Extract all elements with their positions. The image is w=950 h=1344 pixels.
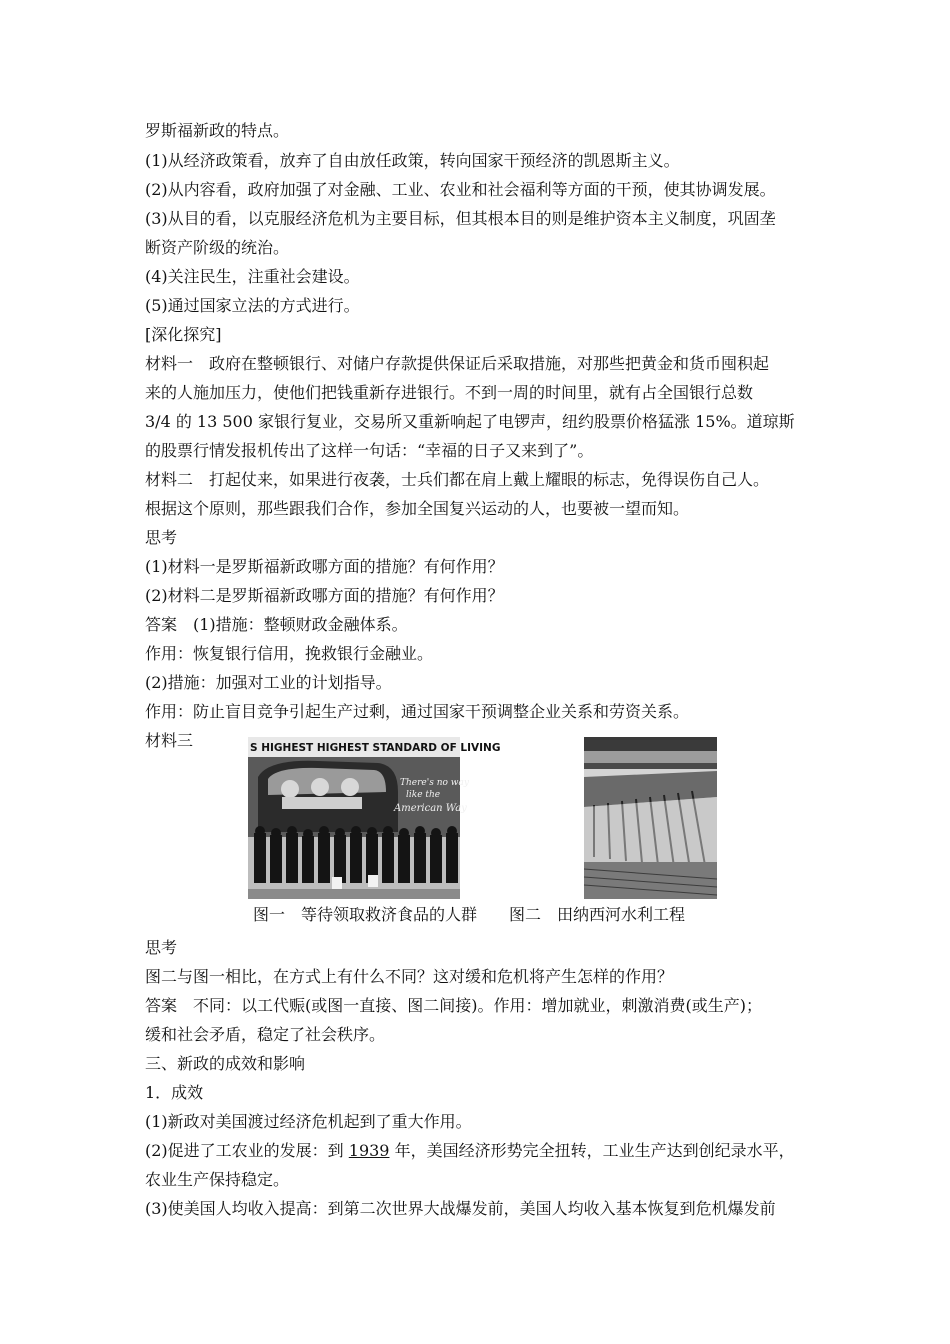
text-line: 材料二 打起仗来，如果进行夜袭，士兵们都在肩上戴上耀眼的标志，免得误伤自己人。	[145, 470, 770, 489]
text-line: 根据这个原则，那些跟我们合作，参加全国复兴运动的人，也要被一望而知。	[145, 499, 690, 518]
text-line: (1)新政对美国渡过经济危机起到了重大作用。	[145, 1112, 472, 1131]
text-line: 作用：恢复银行信用，挽救银行金融业。	[145, 644, 434, 663]
text-line: 材料三	[145, 731, 194, 750]
slogan-text: American Way	[394, 803, 467, 814]
text-line: 思考	[145, 938, 178, 957]
text-line	[145, 1141, 795, 1161]
underlined-year: 1939	[348, 1141, 390, 1160]
text-line: (5)通过国家立法的方式进行。	[145, 296, 360, 315]
text-line: 答案 不同：以工代赈(或图一直接、图二间接)。作用：增加就业，刺激消费(或生产)；	[145, 996, 762, 1015]
text-line: 罗斯福新政的特点。	[145, 121, 290, 140]
text-segment: 年，美国经济形势完全扭转，工业生产达到创纪录水平，	[389, 1141, 795, 1160]
figure-breadline-photo	[248, 737, 501, 899]
text-line: 思考	[145, 528, 178, 547]
text-line: (2)措施：加强对工业的计划指导。	[145, 673, 392, 692]
text-line: (2)材料二是罗斯福新政哪方面的措施？有何作用？	[145, 586, 504, 605]
text-line: (4)关注民生，注重社会建设。	[145, 267, 360, 286]
text-line: 答案 (1)措施：整顿财政金融体系。	[145, 615, 408, 634]
text-line: 作用：防止盲目竞争引起生产过剩，通过国家干预调整企业关系和劳资关系。	[145, 702, 690, 721]
figure-dam-photo	[584, 737, 717, 899]
section-heading: 三、新政的成效和影响	[145, 1054, 306, 1073]
text-line: (3)使美国人均收入提高：到第二次世界大战爆发前，美国人均收入基本恢复到危机爆发前	[145, 1199, 776, 1218]
text-line: (1)材料一是罗斯福新政哪方面的措施？有何作用？	[145, 557, 504, 576]
text-line: 材料一 政府在整顿银行、对储户存款提供保证后采取措施，对那些把黄金和货币囤积起	[145, 354, 770, 373]
text-segment: (2)促进了工农业的发展：到	[145, 1141, 349, 1160]
subsection-heading: 1．成效	[145, 1083, 204, 1102]
text-line: 断资产阶级的统治。	[145, 238, 290, 257]
slogan-text: like the	[406, 790, 441, 800]
text-line: 的股票行情发报机传出了这样一句话：“幸福的日子又来到了”。	[145, 441, 594, 460]
text-line: 3/4 的 13 500 家银行复业，交易所又重新响起了电锣声，纽约股票价格猛涨 15%。道琼斯	[145, 412, 795, 431]
section-heading: [深化探究]	[145, 325, 222, 344]
figure-captions	[253, 905, 685, 925]
text-line: 缓和社会矛盾，稳定了社会秩序。	[145, 1025, 386, 1044]
figure1-caption: 图一 等待领取救济食品的人群	[253, 905, 478, 924]
figure2-caption: 图二 田纳西河水利工程	[509, 905, 686, 924]
billboard-text: S HIGHEST HIGHEST STANDARD OF LIVING	[250, 742, 501, 754]
text-line: 来的人施加压力，使他们把钱重新存进银行。不到一周的时间里，就有占全国银行总数	[145, 383, 754, 402]
text-line: 图二与图一相比，在方式上有什么不同？这对缓和危机将产生怎样的作用？	[145, 967, 674, 986]
slogan-text: There's no way	[400, 778, 469, 788]
text-line: (3)从目的看，以克服经济危机为主要目标，但其根本目的则是维护资本主义制度，巩固垄	[145, 209, 776, 228]
text-line: 农业生产保持稳定。	[145, 1170, 290, 1189]
text-line: (1)从经济政策看，放弃了自由放任政策，转向国家干预经济的凯恩斯主义。	[145, 151, 680, 170]
text-line: (2)从内容看，政府加强了对金融、工业、农业和社会福利等方面的干预，使其协调发展。	[145, 180, 776, 199]
